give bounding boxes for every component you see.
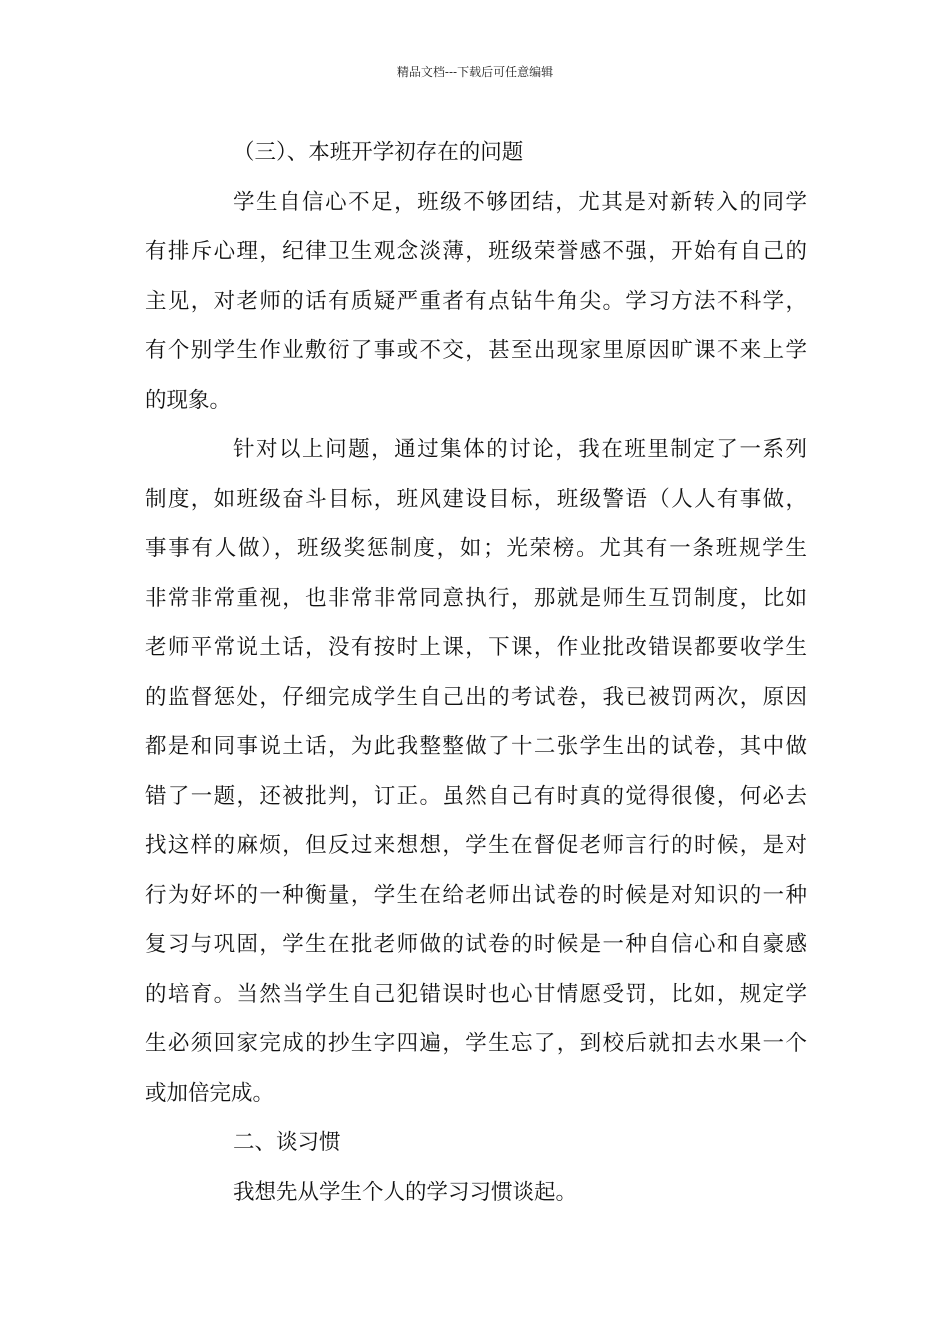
paragraph-line: 或加倍完成。 (145, 1080, 275, 1106)
paragraph-line: 的培育。当然当学生自己犯错误时也心甘情愿受罚，比如，规定学 (145, 981, 807, 1007)
paragraph-line: 错了一题，还被批判，订正。虽然自己有时真的觉得很傻，何必去 (145, 783, 807, 809)
paragraph-line: 的现象。 (145, 387, 232, 413)
paragraph-line: 复习与巩固，学生在批老师做的试卷的时候是一种自信心和自豪感 (145, 932, 807, 957)
paragraph-line: 学生自信心不足，班级不够团结，尤其是对新转入的同学 (233, 189, 807, 215)
paragraph-line: 我想先从学生个人的学习习惯谈起。 (233, 1179, 578, 1205)
page-header: 精品文档---下载后可任意编辑 (396, 65, 554, 79)
paragraph-line: 生必须回家完成的抄生字四遍，学生忘了，到校后就扣去水果一个 (145, 1031, 807, 1056)
paragraph-line: 事事有人做），班级奖惩制度，如；光荣榜。尤其有一条班规学生 (145, 536, 807, 561)
paragraph-line: 非常非常重视，也非常非常同意执行，那就是师生互罚制度，比如 (145, 585, 807, 611)
paragraph-line: 老师平常说土话，没有按时上课，下课，作业批改错误都要收学生 (145, 635, 807, 660)
paragraph-3 (145, 1168, 807, 1218)
paragraph-line: 有个别学生作业敷衍了事或不交，甚至出现家里原因旷课不来上学 (145, 338, 807, 363)
paragraph-2 (145, 425, 807, 1118)
paragraph-line: 主见，对老师的话有质疑严重者有点钻牛角尖。学习方法不科学， (145, 288, 807, 314)
section-heading: 二、谈习惯 (233, 1130, 341, 1155)
paragraph-line: 找这样的麻烦，但反过来想想，学生在督促老师言行的时候，是对 (145, 833, 807, 858)
paragraph-line: 有排斥心理，纪律卫生观念淡薄，班级荣誉感不强，开始有自己的 (145, 239, 807, 264)
section-title: （三）、本班开学初存在的问题 (233, 140, 524, 165)
paragraph-line: 都是和同事说土话，为此我整整做了十二张学生出的试卷，其中做 (145, 734, 807, 759)
paragraph-line: 的监督惩处，仔细完成学生自己出的考试卷，我已被罚两次，原因 (145, 684, 807, 710)
paragraph-line: 行为好坏的一种衡量，学生在给老师出试卷的时候是对知识的一种 (145, 882, 807, 908)
paragraph-line: 制度，如班级奋斗目标，班风建设目标，班级警语（人人有事做， (145, 486, 807, 512)
document-body (145, 128, 807, 1217)
paragraph-line: 针对以上问题，通过集体的讨论，我在班里制定了一系列 (233, 437, 807, 462)
paragraph-1 (145, 178, 807, 426)
